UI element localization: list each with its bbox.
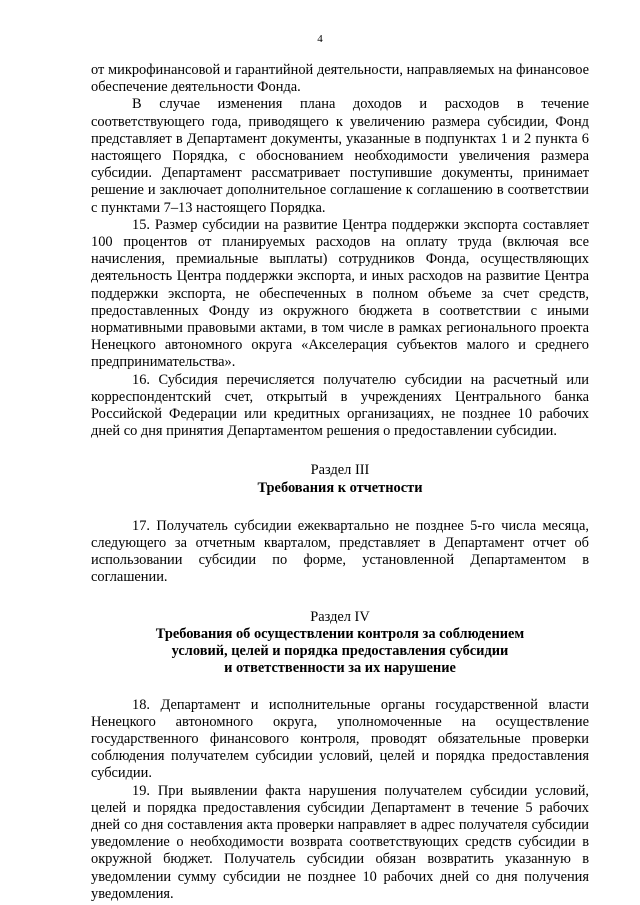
section-4-title-line-2: условий, целей и порядка предоставления субсидии: [171, 643, 509, 660]
document-body: [91, 62, 589, 903]
paragraph-18: 18. Департамент и исполнительные органы государственной власти Ненецкого автономного округа, уполномоченные на осуществление государственного финансового контроля, проводят обязательные проверки соблюдения получателем субсидии условий, целей и порядка предоставления субсидии.: [91, 696, 589, 782]
paragraph-17: 17. Получатель субсидии ежеквартально не позднее 5-го числа месяца, следующего за отчетным кварталом, представляет в Департамент отчет об использовании субсидии по форме, установленной Департаментом в соглашении.: [91, 517, 589, 586]
section-4-label: Раздел IV: [310, 608, 370, 625]
section-3-title: Требования к отчетности: [257, 479, 423, 496]
section-3-label: Раздел III: [310, 462, 370, 479]
section-4-title-line-1: Требования об осуществлении контроля за соблюдением: [155, 625, 525, 642]
paragraph-continuation: от микрофинансовой и гарантийной деятельности, направляемых на финансовое обеспечение деятельности Фонда.: [91, 62, 589, 96]
paragraph-19: 19. При выявлении факта нарушения получателем субсидии условий, целей и порядка предоставления субсидии Департамент в течение 5 рабочих дней со дня составления акта проверки направляет в адрес получателя субсидии уведомление о необходимости возврата соответствующих средств субсидии в окружной бюджет. Получатель субсидии обязан возвратить указанную в уведомлении сумму субсидии не позднее 10 рабочих дней со дня получения уведомления.: [91, 782, 589, 902]
paragraph-plan-change: В случае изменения плана доходов и расходов в течение соответствующего года, приводящего к увеличению размера субсидии, Фонд представляет в Департамент документы, указанные в подпунктах 1 и 2 пункта 6 настоящего Порядка, с обоснованием необходимости увеличения размера субсидии. Департамент рассматривает поступившие документы, принимает решение и заключает дополнительное соглашение к соглашению в соответствии с пунктами 7–13 настоящего Порядка.: [91, 96, 589, 216]
paragraph-16: 16. Субсидия перечисляется получателю субсидии на расчетный или корреспондентский счет, открытый в учреждениях Центрального банка Российской Федерации или кредитных организациях, не позднее 10 рабочих дней со дня принятия Департаментом решения о предоставлении субсидии.: [91, 371, 589, 440]
paragraph-15: 15. Размер субсидии на развитие Центра поддержки экспорта составляет 100 процентов от планируемых расходов на оплату труда (включая все начисления, премиальные выплаты) сотрудников Фонда, осуществляющих деятельность Центра поддержки экспорта, и иных расходов на развитие Центра поддержки экспорта, не обеспеченных в полном объеме за счет средств, предоставленных Фонду из окружного бюджета в соответствии с иными нормативными правовыми актами, в том числе в рамках регионального проекта Ненецкого автономного округа «Акселерация субъектов малого и среднего предпринимательства».: [91, 216, 589, 371]
page-number: 4: [317, 33, 323, 45]
section-4-title-line-3: и ответственности за их нарушение: [224, 660, 456, 677]
